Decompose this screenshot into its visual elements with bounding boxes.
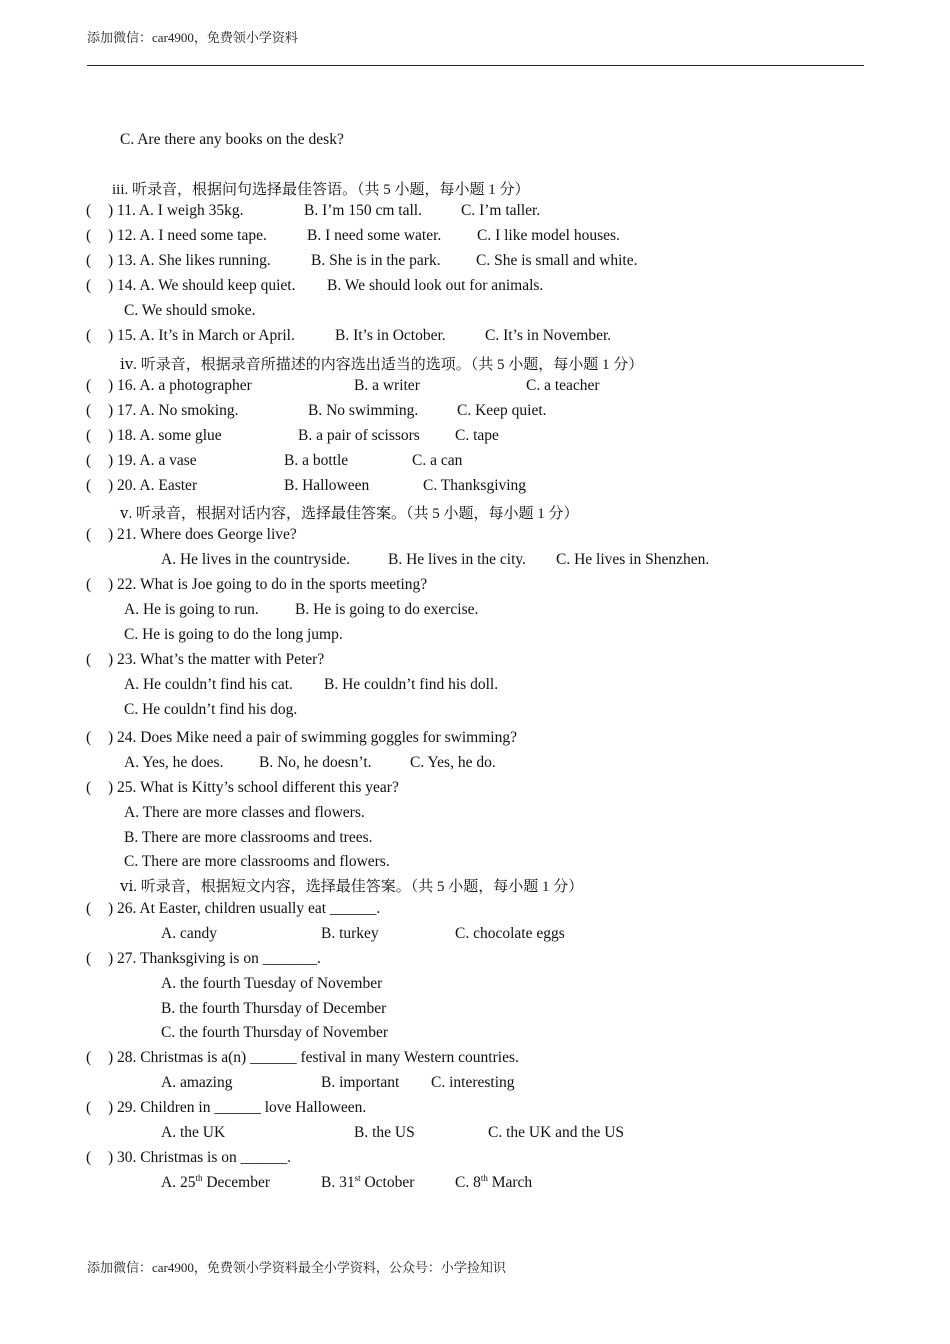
- q23-option-a: A. He couldn’t find his cat.: [124, 676, 293, 693]
- q11-stem: ) 11. A. I weigh 35kg.: [108, 202, 244, 219]
- answer-paren: (: [86, 252, 92, 269]
- answer-paren: (: [86, 477, 92, 494]
- q12-option-c: C. I like model houses.: [477, 227, 620, 244]
- q12-stem: ) 12. A. I need some tape.: [108, 227, 267, 244]
- q29-stem: ) 29. Children in ______ love Halloween.: [108, 1099, 367, 1116]
- q25-option-c: C. There are more classrooms and flowers.: [124, 853, 390, 870]
- q15-stem: ) 15. A. It’s in March or April.: [108, 327, 295, 344]
- answer-paren: (: [86, 779, 92, 796]
- q26-option-a: A. candy: [161, 925, 217, 942]
- answer-paren: (: [86, 427, 92, 444]
- q22-option-a: A. He is going to run.: [124, 601, 259, 618]
- answer-paren: (: [86, 202, 92, 219]
- answer-paren: (: [86, 576, 92, 593]
- answer-paren: (: [86, 452, 92, 469]
- q17-stem: ) 17. A. No smoking.: [108, 402, 239, 419]
- q21-option-a: A. He lives in the countryside.: [161, 551, 350, 568]
- q27-option-c: C. the fourth Thursday of November: [161, 1024, 388, 1041]
- q27-option-a: A. the fourth Tuesday of November: [161, 975, 383, 992]
- q16-stem: ) 16. A. a photographer: [108, 377, 252, 394]
- answer-paren: (: [86, 729, 92, 746]
- q29-option-b: B. the US: [354, 1124, 415, 1141]
- q21-stem: ) 21. Where does George live?: [108, 526, 297, 543]
- q13-stem: ) 13. A. She likes running.: [108, 252, 271, 269]
- q28-option-b: B. important: [321, 1074, 400, 1091]
- q13-option-c: C. She is small and white.: [476, 252, 638, 269]
- answer-paren: (: [86, 651, 92, 668]
- q20-option-c: C. Thanksgiving: [423, 477, 527, 494]
- q28-stem: ) 28. Christmas is a(n) ______ festival in many Western countries.: [108, 1049, 519, 1066]
- answer-paren: (: [86, 227, 92, 244]
- answer-paren: (: [86, 900, 92, 917]
- page-header: 添加微信：car4900，免费领小学资料: [87, 30, 298, 45]
- answer-paren: (: [86, 950, 92, 967]
- answer-paren: (: [86, 327, 92, 344]
- q23-option-c: C. He couldn’t find his dog.: [124, 701, 298, 718]
- q28-option-c: C. interesting: [431, 1074, 515, 1091]
- q22-stem: ) 22. What is Joe going to do in the sports meeting?: [108, 576, 428, 593]
- q30-option-b: B. 31st October: [321, 1172, 415, 1191]
- q17-option-c: C. Keep quiet.: [457, 402, 547, 419]
- q30-option-a: A. 25th December: [161, 1172, 271, 1191]
- q29-option-c: C. the UK and the US: [488, 1124, 625, 1141]
- q23-stem: ) 23. What’s the matter with Peter?: [108, 651, 325, 668]
- q19-option-b: B. a bottle: [284, 452, 349, 469]
- answer-paren: (: [86, 377, 92, 394]
- q25-option-a: A. There are more classes and flowers.: [124, 804, 365, 821]
- q13-option-b: B. She is in the park.: [311, 252, 441, 269]
- header-divider: [87, 65, 864, 66]
- answer-paren: (: [86, 277, 92, 294]
- q14-option-c: C. We should smoke.: [124, 302, 256, 319]
- q21-option-c: C. He lives in Shenzhen.: [556, 551, 710, 568]
- q16-option-c: C. a teacher: [526, 377, 600, 394]
- answer-paren: (: [86, 402, 92, 419]
- q21-option-b: B. He lives in the city.: [388, 551, 527, 568]
- q27-stem: ) 27. Thanksgiving is on _______.: [108, 950, 321, 967]
- q18-stem: ) 18. A. some glue: [108, 427, 222, 444]
- q11-option-c: C. I’m taller.: [461, 202, 541, 219]
- q19-option-c: C. a can: [412, 452, 463, 469]
- answer-paren: (: [86, 1149, 92, 1166]
- q30-option-c: C. 8th March: [455, 1172, 533, 1191]
- q29-option-a: A. the UK: [161, 1124, 226, 1141]
- section-iv-heading: ⅳ. 听录音，根据录音所描述的内容选出适当的选项。（共 5 小题，每小题 1 分）: [120, 357, 644, 373]
- q18-option-c: C. tape: [455, 427, 499, 444]
- q15-option-c: C. It’s in November.: [485, 327, 612, 344]
- q28-option-a: A. amazing: [161, 1074, 233, 1091]
- q16-option-b: B. a writer: [354, 377, 420, 394]
- q23-option-b: B. He couldn’t find his doll.: [324, 676, 499, 693]
- page-footer: 添加微信：car4900，免费领小学资料最全小学资料，公众号：小学捡知识: [87, 1260, 506, 1275]
- answer-paren: (: [86, 526, 92, 543]
- section-vi-heading: ⅵ. 听录音，根据短文内容，选择最佳答案。（共 5 小题，每小题 1 分）: [120, 879, 584, 895]
- answer-paren: (: [86, 1099, 92, 1116]
- q26-option-c: C. chocolate eggs: [455, 925, 565, 942]
- section-iii-heading: iii. 听录音，根据问句选择最佳答语。（共 5 小题，每小题 1 分）: [112, 182, 530, 198]
- q24-option-a: A. Yes, he does.: [124, 754, 224, 771]
- q26-option-b: B. turkey: [321, 925, 379, 942]
- q26-stem: ) 26. At Easter, children usually eat ______.: [108, 900, 381, 917]
- q22-option-c: C. He is going to do the long jump.: [124, 626, 343, 643]
- q25-stem: ) 25. What is Kitty’s school different this year?: [108, 779, 399, 796]
- q19-stem: ) 19. A. a vase: [108, 452, 197, 469]
- q25-option-b: B. There are more classrooms and trees.: [124, 829, 373, 846]
- q20-option-b: B. Halloween: [284, 477, 370, 494]
- q11-option-b: B. I’m 150 cm tall.: [304, 202, 422, 219]
- q14-stem: ) 14. A. We should keep quiet.: [108, 277, 296, 294]
- q12-option-b: B. I need some water.: [307, 227, 442, 244]
- q18-option-b: B. a pair of scissors: [298, 427, 420, 444]
- q17-option-b: B. No swimming.: [308, 402, 419, 419]
- q14-option-b: B. We should look out for animals.: [327, 277, 544, 294]
- section-v-heading: ⅴ. 听录音，根据对话内容，选择最佳答案。（共 5 小题，每小题 1 分）: [120, 506, 579, 522]
- q30-stem: ) 30. Christmas is on ______.: [108, 1149, 291, 1166]
- q24-stem: ) 24. Does Mike need a pair of swimming goggles for swimming?: [108, 729, 517, 746]
- q24-option-b: B. No, he doesn’t.: [259, 754, 372, 771]
- answer-paren: (: [86, 1049, 92, 1066]
- carry-over-option-c: C. Are there any books on the desk?: [120, 131, 344, 148]
- q22-option-b: B. He is going to do exercise.: [295, 601, 479, 618]
- q15-option-b: B. It’s in October.: [335, 327, 446, 344]
- q27-option-b: B. the fourth Thursday of December: [161, 1000, 387, 1017]
- q20-stem: ) 20. A. Easter: [108, 477, 198, 494]
- q24-option-c: C. Yes, he do.: [410, 754, 496, 771]
